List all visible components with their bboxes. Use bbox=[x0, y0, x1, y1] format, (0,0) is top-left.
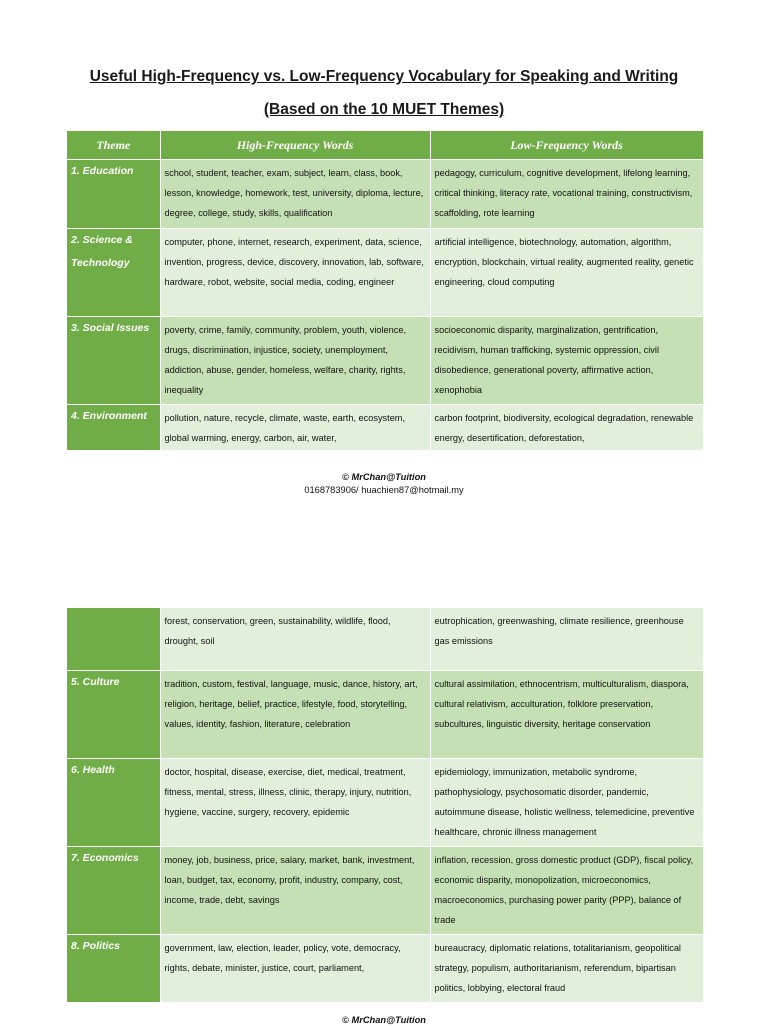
table-header-row bbox=[67, 131, 703, 160]
table-row-environment-continued bbox=[67, 608, 703, 670]
low-frequency-cell: eutrophication, greenwashing, climate resilience, greenhouse gas emissions bbox=[430, 608, 703, 670]
page-footer-1 bbox=[0, 471, 768, 497]
page-title-line-1: Useful High-Frequency vs. Low-Frequency Vocabulary for Speaking and Writing bbox=[89, 68, 679, 85]
footer-contact: 0168783906/ huachien87@hotmail.my bbox=[304, 485, 464, 495]
theme-cell: 7. Economics bbox=[67, 846, 160, 934]
footer-owner: © MrChan@Tuition bbox=[342, 472, 426, 482]
table-row-health bbox=[67, 758, 703, 846]
header-low-frequency: Low-Frequency Words bbox=[430, 131, 703, 160]
high-frequency-cell: doctor, hospital, disease, exercise, diet, medical, treatment, fitness, mental, stress, illness, clinic, therapy, injury, nutrition, hygiene, vaccine, surgery, recovery, epidemic bbox=[160, 758, 430, 846]
table-row-science-technology bbox=[67, 229, 703, 317]
low-frequency-cell: artificial intelligence, biotechnology, automation, algorithm, encryption, blockchain, virtual reality, augmented reality, genetic engineering, cloud computing bbox=[430, 229, 703, 317]
header-high-frequency: High-Frequency Words bbox=[160, 131, 430, 160]
high-frequency-cell: pollution, nature, recycle, climate, waste, earth, ecosystem, global warming, energy, carbon, air, water, bbox=[160, 405, 430, 451]
header-theme: Theme bbox=[67, 131, 160, 160]
high-frequency-cell: government, law, election, leader, policy, vote, democracy, rights, debate, minister, justice, court, parliament, bbox=[160, 934, 430, 1002]
high-frequency-cell: poverty, crime, family, community, problem, youth, violence, drugs, discrimination, injustice, society, unemployment, addiction, abuse, gender, homeless, welfare, charity, rights, inequality bbox=[160, 317, 430, 405]
table-row-economics bbox=[67, 846, 703, 934]
high-frequency-cell: computer, phone, internet, research, experiment, data, science, invention, progress, device, discovery, innovation, lab, software, hardware, robot, website, social media, coding, engineer bbox=[160, 229, 430, 317]
theme-cell bbox=[67, 608, 160, 670]
theme-cell: 4. Environment bbox=[67, 405, 160, 451]
low-frequency-cell: socioeconomic disparity, marginalization, gentrification, recidivism, human trafficking, systemic oppression, civil disobedience, generational poverty, affirmative action, xenophobia bbox=[430, 317, 703, 405]
high-frequency-cell: money, job, business, price, salary, market, bank, investment, loan, budget, tax, economy, profit, industry, company, cost, income, trade, debt, savings bbox=[160, 846, 430, 934]
page-title-line-2: (Based on the 10 MUET Themes) bbox=[263, 101, 505, 118]
table-row-politics bbox=[67, 934, 703, 1002]
low-frequency-cell: bureaucracy, diplomatic relations, totalitarianism, geopolitical strategy, populism, authoritarianism, referendum, bipartisan politics, lobbying, electoral fraud bbox=[430, 934, 703, 1002]
theme-cell: 2. Science & Technology bbox=[67, 229, 160, 317]
theme-cell: 3. Social Issues bbox=[67, 317, 160, 405]
theme-cell: 8. Politics bbox=[67, 934, 160, 1002]
theme-cell: 6. Health bbox=[67, 758, 160, 846]
table-row-culture bbox=[67, 670, 703, 758]
table-row-environment bbox=[67, 405, 703, 451]
footer-owner: © MrChan@Tuition bbox=[342, 1015, 426, 1025]
table-row-education bbox=[67, 160, 703, 229]
vocabulary-table-page-2 bbox=[67, 608, 704, 1003]
low-frequency-cell: pedagogy, curriculum, cognitive development, lifelong learning, critical thinking, literacy rate, vocational training, constructivism, scaffolding, rote learning bbox=[430, 160, 703, 229]
high-frequency-cell: forest, conservation, green, sustainability, wildlife, flood, drought, soil bbox=[160, 608, 430, 670]
high-frequency-cell: school, student, teacher, exam, subject, learn, class, book, lesson, knowledge, homework, test, university, diploma, lecture, degree, college, study, skills, qualification bbox=[160, 160, 430, 229]
low-frequency-cell: epidemiology, immunization, metabolic syndrome, pathophysiology, psychosomatic disorder, pandemic, autoimmune disease, holistic wellness, telemedicine, preventive healthcare, chronic illness management bbox=[430, 758, 703, 846]
low-frequency-cell: inflation, recession, gross domestic product (GDP), fiscal policy, economic disparity, monopolization, microeconomics, macroeconomics, purchasing power parity (PPP), balance of trade bbox=[430, 846, 703, 934]
theme-cell: 5. Culture bbox=[67, 670, 160, 758]
vocabulary-table-page-1 bbox=[67, 131, 704, 451]
high-frequency-cell: tradition, custom, festival, language, music, dance, history, art, religion, heritage, belief, practice, lifestyle, food, storytelling, values, identity, fashion, literature, celebration bbox=[160, 670, 430, 758]
page-footer-2 bbox=[0, 1014, 768, 1027]
table-row-social-issues bbox=[67, 317, 703, 405]
theme-cell: 1. Education bbox=[67, 160, 160, 229]
low-frequency-cell: carbon footprint, biodiversity, ecological degradation, renewable energy, desertification, deforestation, bbox=[430, 405, 703, 451]
low-frequency-cell: cultural assimilation, ethnocentrism, multiculturalism, diaspora, cultural relativism, acculturation, folklore preservation, subcultures, linguistic diversity, heritage conservation bbox=[430, 670, 703, 758]
